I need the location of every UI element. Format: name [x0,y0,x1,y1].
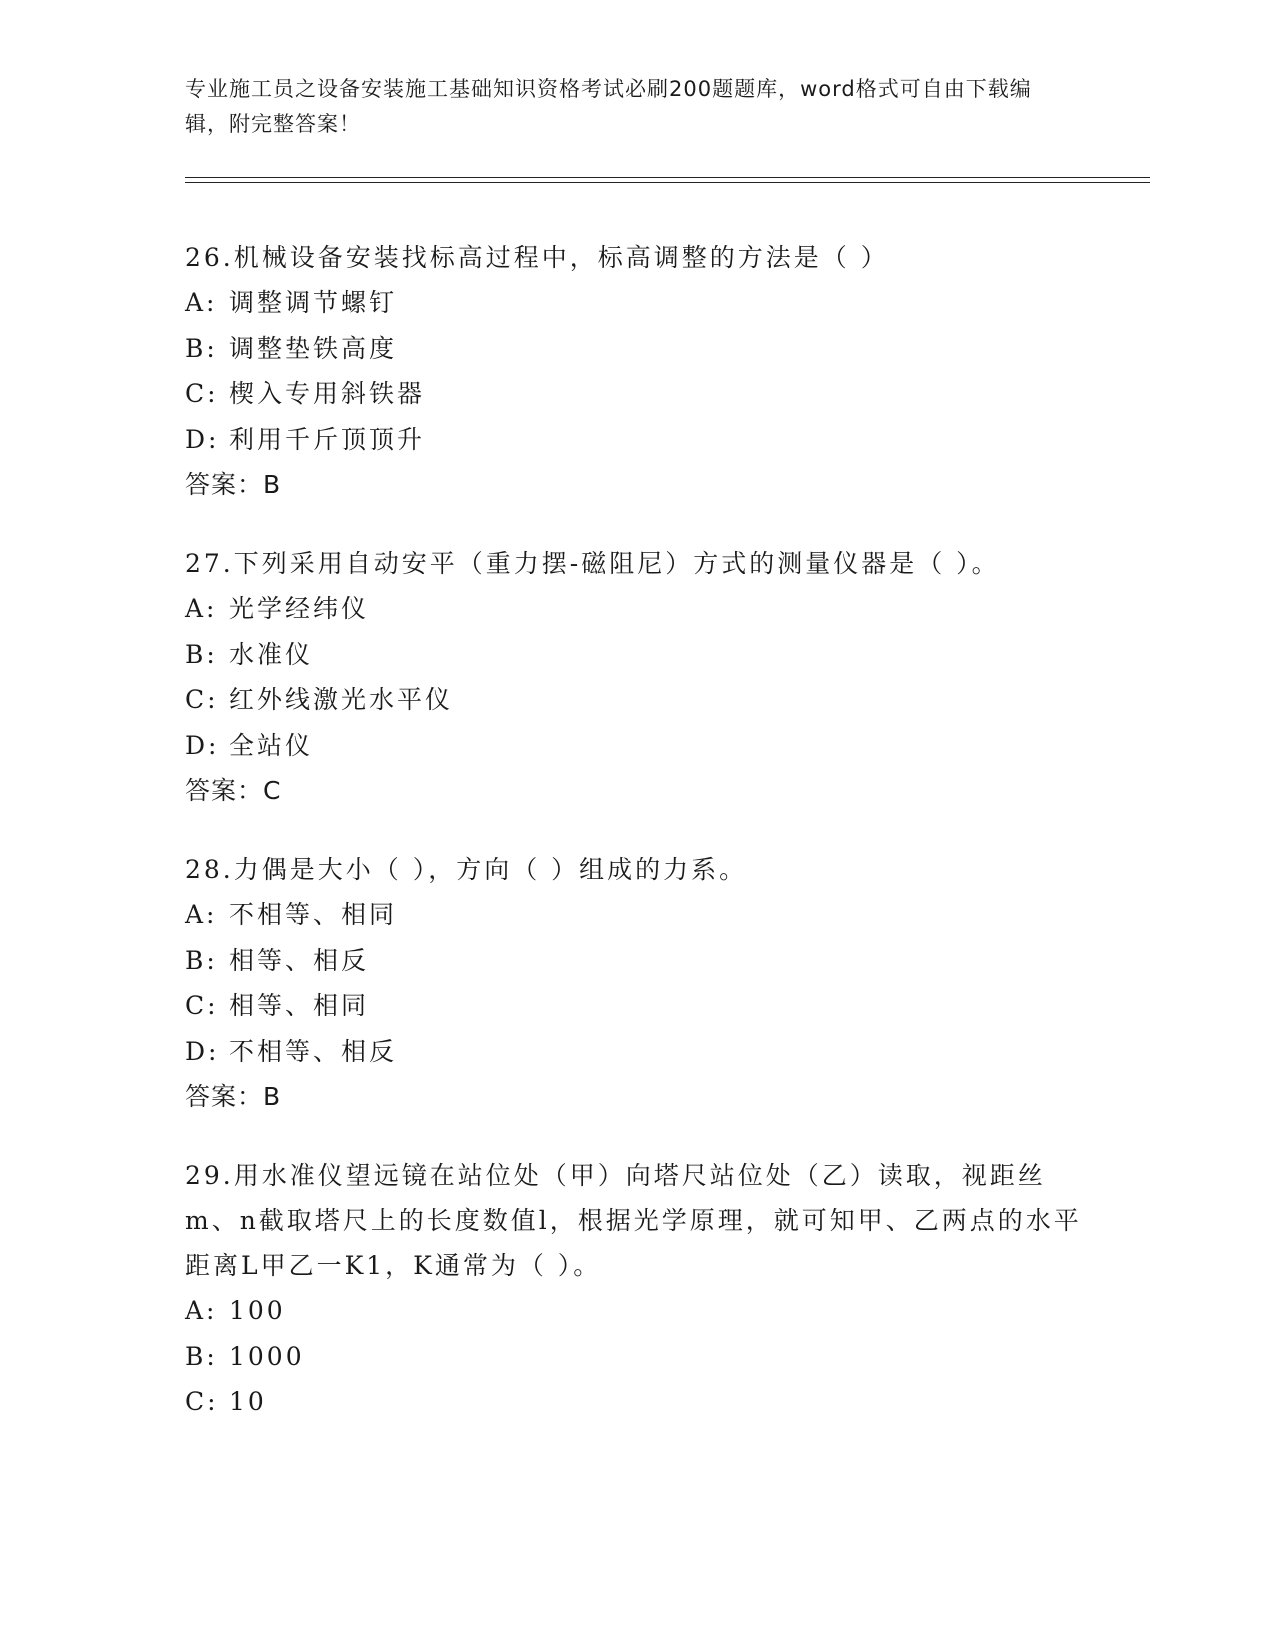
option-text: 调整垫铁高度 [229,333,398,363]
option-letter: D: [185,424,220,454]
header-divider-bottom [185,182,1150,183]
option-letter: D: [185,730,220,760]
option-text: 10 [229,1387,267,1416]
option-letter: B: [185,945,218,975]
option-letter: B: [185,333,218,363]
option-text: 1000 [229,1341,305,1371]
option-c [185,1379,1085,1425]
answer-label: 答案：C [185,776,282,805]
question-29 [185,1153,1085,1425]
question-28 [185,847,1085,1119]
option-text: 调整调节螺钉 [229,288,398,317]
question-text: 26.机械设备安装找标高过程中，标高调整的方法是（ ） [185,243,889,272]
option-text: 不相等、相反 [229,1036,398,1066]
header-divider-top [185,177,1150,178]
option-a [185,586,1085,632]
option-text: 光学经纬仪 [229,594,370,623]
option-text: 全站仪 [229,730,314,760]
option-letter: A: [185,900,218,929]
option-text: 红外线激光水平仪 [229,685,454,714]
question-text: 28.力偶是大小（ ），方向（ ）组成的力系。 [185,855,748,884]
question-27 [185,541,1085,813]
answer-label: 答案：B [185,470,282,499]
option-b [185,326,1085,372]
option-d [185,1029,1085,1075]
document-header: 专业施工员之设备安装施工基础知识资格考试必刷200题题库，word格式可自由下载编辑，附完整答案！ [185,77,1032,136]
option-d [185,417,1085,463]
option-text: 相等、相反 [229,945,370,975]
option-b [185,938,1085,984]
option-c [185,983,1085,1029]
answer-label: 答案：B [185,1082,282,1111]
option-text: 相等、相同 [229,991,370,1020]
option-c [185,371,1085,417]
question-list [185,235,1085,1459]
option-b [185,1334,1085,1380]
question-26 [185,235,1085,507]
option-letter: C: [185,991,219,1020]
option-a [185,1288,1085,1334]
option-text: 水准仪 [229,639,314,669]
option-c [185,677,1085,723]
option-text: 楔入专用斜铁器 [229,379,426,408]
option-letter: A: [185,1296,218,1325]
option-letter: B: [185,1341,218,1371]
option-a [185,280,1085,326]
option-text: 100 [229,1296,286,1325]
option-letter: C: [185,1387,219,1416]
option-letter: C: [185,379,219,408]
option-letter: A: [185,594,218,623]
option-d [185,723,1085,769]
question-text: 29.用水准仪望远镜在站位处（甲）向塔尺站位处（乙）读取，视距丝m、n截取塔尺上的长度数值l，根据光学原理，就可知甲、乙两点的水平距离L甲乙一K1，K通常为（ ）。 [185,1161,1082,1280]
option-letter: B: [185,639,218,669]
option-letter: A: [185,288,218,317]
option-a [185,892,1085,938]
option-text: 不相等、相同 [229,900,398,929]
option-letter: D: [185,1036,220,1066]
question-text: 27.下列采用自动安平（重力摆-磁阻尼）方式的测量仪器是（ ）。 [185,549,1000,578]
option-b [185,632,1085,678]
option-letter: C: [185,685,219,714]
option-text: 利用千斤顶顶升 [229,424,426,454]
